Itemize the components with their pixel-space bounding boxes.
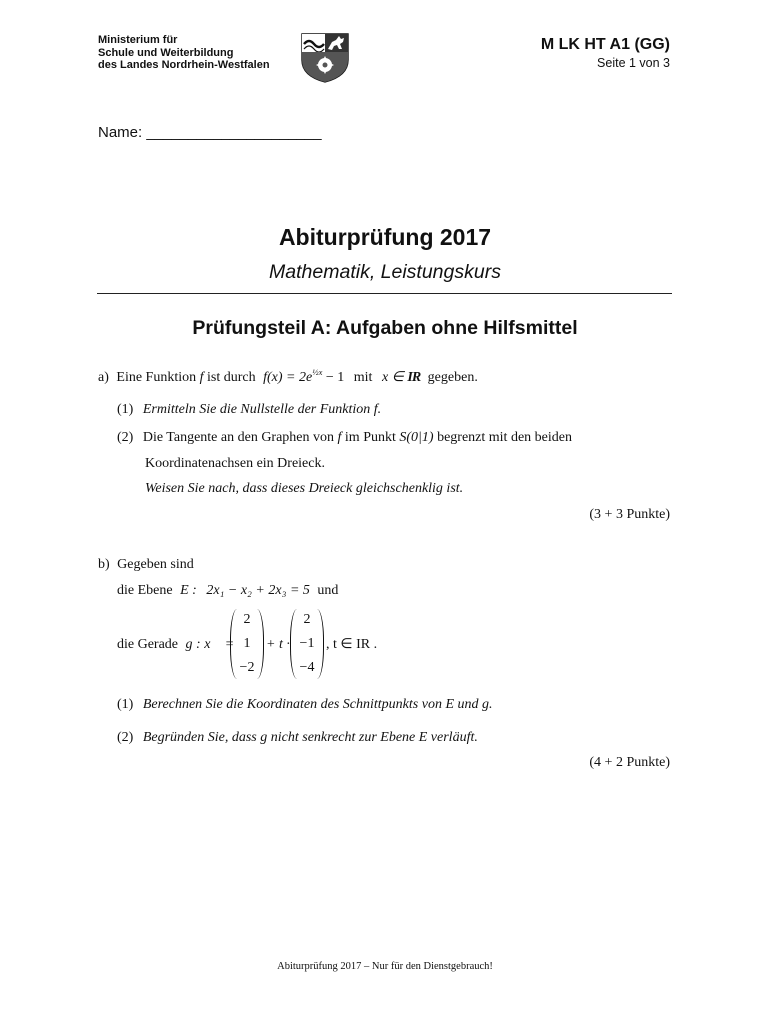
vector-entry: −2 [239, 660, 255, 675]
subtask-text: begrenzt mit den beiden [437, 430, 572, 445]
task-label: b) [98, 557, 110, 572]
plane-label: die Ebene [117, 583, 173, 598]
task-text: mit [353, 370, 373, 385]
line-label [117, 636, 234, 654]
plane-name: E : [180, 583, 197, 598]
support-vector [230, 609, 264, 679]
line-label-text: die Gerade [117, 637, 179, 652]
subtask-text: Die Tangente an den Graphen von [142, 430, 335, 445]
subtask-text: im Punkt [344, 430, 396, 445]
direction-vector [290, 609, 324, 679]
vector-entry: −1 [299, 636, 315, 651]
task-a-statement [98, 369, 478, 387]
line-name: g : x⃗ = [185, 637, 235, 652]
task-label: a) [98, 370, 109, 385]
vector-entry: −4 [299, 660, 315, 675]
function-name: f [199, 370, 204, 385]
vector-entry: 2 [303, 612, 311, 627]
task-text: Eine Funktion [116, 370, 197, 385]
function-exponent: ½x [312, 367, 323, 377]
subtask-number: (1) [117, 697, 134, 712]
task-text: ist durch [207, 370, 256, 385]
subtask-text: Ermitteln Sie die Nullstelle der Funktion f. [142, 402, 382, 417]
subtask-text: Berechnen Sie die Koordinaten des Schnittpunkts von E und g. [142, 697, 493, 712]
section-title: Prüfungsteil A: Aufgaben ohne Hilfsmittel [192, 317, 578, 339]
plane-and: und [317, 583, 339, 598]
nrw-coat-of-arms-icon [299, 32, 351, 84]
vector-entry: 1 [243, 636, 251, 651]
title-divider [97, 293, 672, 294]
task-text: gegeben. [427, 370, 478, 385]
function-lhs: f(x) = 2e [263, 370, 313, 385]
plane-equation: 2x₁ − x₂ + 2x₃ = 5 [206, 583, 310, 598]
name-field-label: Name: _____________________ [98, 124, 322, 141]
function-name: f [337, 430, 342, 445]
subtask-number: (2) [117, 730, 134, 745]
exam-code: M LK HT A1 (GG) [540, 36, 670, 53]
task-text: Gegeben sind [117, 557, 194, 572]
subtask-a1 [117, 401, 381, 419]
function-rhs: − 1 [325, 370, 345, 385]
subtask-a2 [117, 429, 572, 447]
subtask-text: Koordinatenachsen ein Dreieck. [145, 456, 325, 471]
page-footer: Abiturprüfung 2017 – Nur für den Dienstgebrauch! [277, 961, 493, 972]
vector-entry: 2 [243, 612, 251, 627]
page-title: Abiturprüfung 2017 [278, 224, 492, 250]
plane-definition [117, 582, 338, 600]
subtask-number: (2) [117, 430, 134, 445]
point-s: S(0|1) [399, 430, 434, 445]
points-label: (3 + 3 Punkte) [589, 507, 670, 522]
subtask-number: (1) [117, 402, 134, 417]
ministry-line: Ministerium für [98, 34, 178, 46]
subtask-text: Begründen Sie, dass g nicht senkrecht zur Ebene E verläuft. [142, 730, 478, 745]
plus-t: + t · [266, 637, 290, 652]
domain-variable: x ∈ [381, 370, 404, 385]
reals-symbol: IR [407, 370, 421, 385]
points-label: (4 + 2 Punkte) [589, 755, 670, 770]
page-number: Seite 1 von 3 [597, 56, 670, 70]
subtask-instruction: Weisen Sie nach, dass dieses Dreieck gleichschenklig ist. [145, 481, 464, 496]
ministry-line: des Landes Nordrhein-Westfalen [98, 59, 270, 71]
subtask-b1 [117, 696, 493, 714]
subtask-b2 [117, 729, 478, 747]
ministry-name [98, 34, 270, 72]
parameter-domain: , t ∈ IR . [326, 637, 378, 652]
ministry-line: Schule und Weiterbildung [98, 46, 234, 59]
page-subtitle: Mathematik, Leistungskurs [269, 261, 501, 283]
task-b-statement [98, 556, 194, 574]
